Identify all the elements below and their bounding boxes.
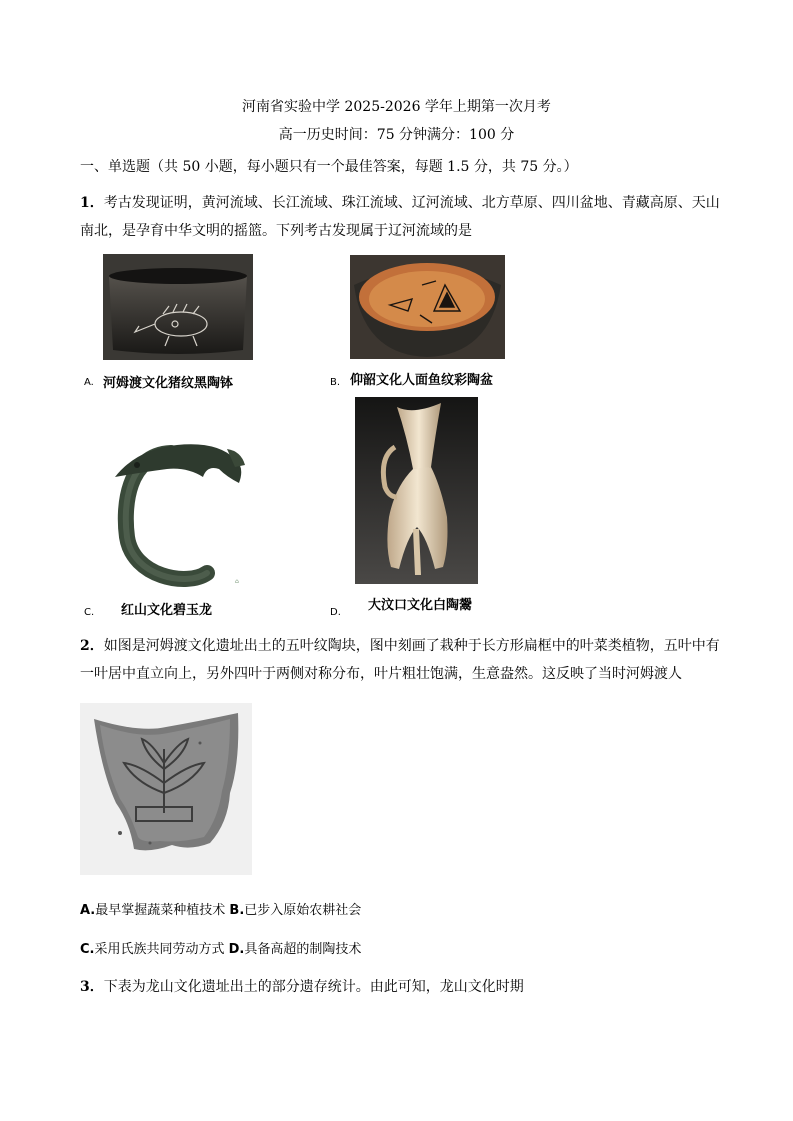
svg-text:⌂: ⌂ <box>235 578 239 585</box>
question-2-options-row-2 <box>80 938 361 957</box>
option-b-image <box>350 255 505 359</box>
exam-title: 河南省实验中学 2025-2026 学年上期第一次月考 <box>242 99 551 115</box>
option-b-text: 已步入原始农耕社会 <box>244 903 362 918</box>
option-d-image <box>355 397 478 584</box>
question-1 <box>80 189 720 245</box>
question-1-text: 考古发现证明，黄河流域、长江流域、珠江流域、辽河流域、北方草原、四川盆地、青藏高原、天山南北，是孕育中华文明的摇篮。下列考古发现属于辽河流域的是 <box>80 195 720 239</box>
option-a-letter: A. <box>80 903 96 918</box>
option-d-text: 具备高超的制陶技术 <box>244 942 362 957</box>
option-b-letter: B. <box>229 903 245 918</box>
option-d-letter: D. <box>228 942 245 957</box>
option-c-image <box>107 437 250 588</box>
option-a-caption: 河姆渡文化猪纹黑陶钵 <box>103 376 234 391</box>
option-d-letter: D. <box>330 607 341 618</box>
question-3 <box>80 976 524 996</box>
option-b-letter: B. <box>330 377 341 388</box>
question-2-options-row-1 <box>80 899 361 918</box>
option-d-caption: 大汶口文化白陶鬶 <box>368 598 473 613</box>
question-1-number: 1． <box>80 195 104 211</box>
question-2-text: 如图是河姆渡文化遗址出土的五叶纹陶块，图中刻画了栽种于长方形扁框中的叶菜类植物，五叶中有一叶居中直立向上，另外四叶于两侧对称分布，叶片粗壮饱满，生意盎然。这反映了当时河姆渡人 <box>80 638 720 682</box>
option-c-letter: C. <box>80 942 95 957</box>
option-c-caption: 红山文化碧玉龙 <box>121 603 213 618</box>
option-b-caption: 仰韶文化人面鱼纹彩陶盆 <box>350 373 494 388</box>
question-3-number: 3． <box>80 979 104 995</box>
pottery-shard-image <box>80 703 252 875</box>
option-a-image <box>103 254 253 360</box>
option-a-letter: A. <box>84 377 94 388</box>
section-heading: 一、单选题（共 50 小题，每小题只有一个最佳答案，每题 1.5 分，共 75 分。） <box>80 159 578 175</box>
question-2 <box>80 632 720 688</box>
question-3-text: 下表为龙山文化遗址出土的部分遗存统计。由此可知，龙山文化时期 <box>103 979 524 995</box>
option-a-text: 最早掌握蔬菜种植技术 <box>95 903 226 918</box>
option-c-text: 采用氏族共同劳动方式 <box>94 942 225 957</box>
question-2-number: 2． <box>80 638 104 654</box>
exam-subtitle: 高一历史时间：75 分钟满分：100 分 <box>278 127 515 143</box>
option-c-letter: C. <box>84 607 95 618</box>
